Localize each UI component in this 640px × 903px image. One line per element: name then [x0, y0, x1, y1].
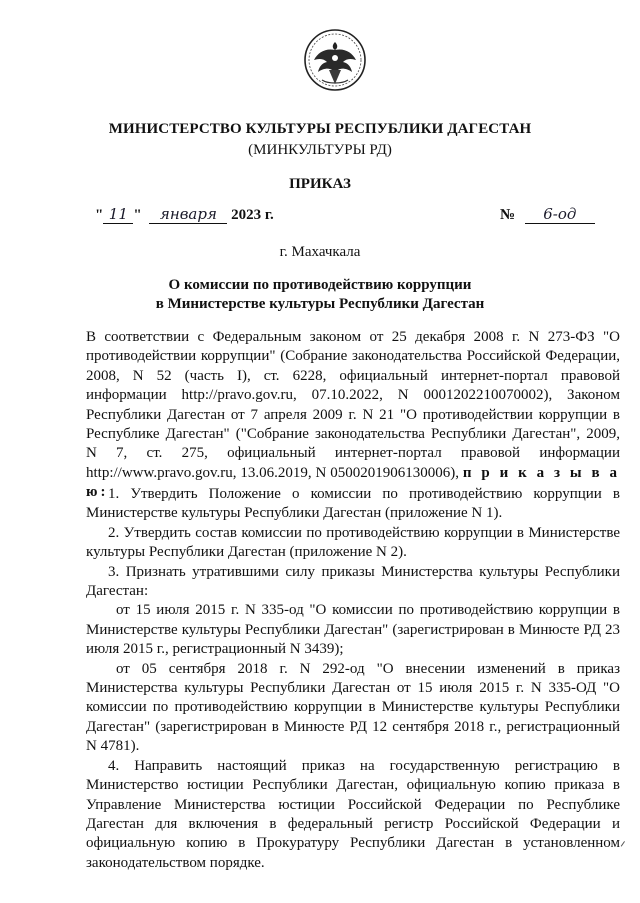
order-subitem: от 05 сентября 2018 г. N 292-од "О внесении изменений в приказ Министерства культуры Республики Дагестан от 15 июля 2015 г. N 335-ОД "О комиссии по противодействию коррупции в Министерстве культуры Республики Дагестан" (зарегистрирован в Минюсте РД 12 сентября 2018 г., регистрационный N 4781). — [86, 660, 620, 755]
order-items — [86, 485, 620, 873]
city: г. Махачкала — [279, 244, 361, 260]
number-value: 6-од — [525, 205, 595, 224]
number-label: № — [500, 207, 516, 223]
subject-line-2: в Министерстве культуры Республики Дагестан — [155, 296, 485, 312]
order-subitem: от 15 июля 2015 г. N 335-од "О комиссии по противодействию коррупции в Министерстве культуры Республики Дагестан" (зарегистрирован в Минюсте РД 23 июля 2015 г., регистрационный N 3439); — [86, 602, 620, 658]
order-item: 2. Утвердить состав комиссии по противодействию коррупции в Министерстве культуры Республики Дагестан (приложение N 2). — [86, 524, 620, 561]
order-date: " 11 " января 2023 г. — [95, 205, 274, 223]
ministry-name: МИНИСТЕРСТВО КУЛЬТУРЫ РЕСПУБЛИКИ ДАГЕСТАН — [108, 121, 532, 137]
pen-mark — [621, 841, 629, 849]
order-item: 1. Утвердить Положение о комиссии по противодействию коррупции в Министерстве культуры Республики Дагестан (приложение N 1). — [86, 486, 620, 522]
date-day: 11 — [103, 205, 133, 224]
preamble — [86, 328, 620, 503]
subject-line-1: О комиссии по противодействию коррупции — [168, 277, 472, 293]
coat-of-arms-eagle-icon — [302, 28, 368, 92]
ministry-short-name: (МИНКУЛЬТУРЫ РД) — [248, 142, 392, 158]
preamble-text: В соответствии с Федеральным законом от 25 декабря 2008 г. N 273-ФЗ "О противодействии коррупции" (Собрание законодательства Российской Федерации, 2008, N 52 (часть I), ст. 6228, официальный интернет-портал правовой информации http://pravo.gov.ru, 07.10.2022, N 0001202210070002), Законом Республики Дагестан от 7 апреля 2009 г. N 21 "О противодействии коррупции в Республике Дагестан" ("Собрание законодательства Республики Дагестан", 2009, N 7, ст. 275, официальный интернет-портал правовой информации http://www.pravo.gov.ru, 13.06.2019, N 0500201906130006), — [86, 329, 620, 481]
order-subject — [0, 276, 640, 314]
order-number — [500, 205, 595, 224]
date-year: 2023 г. — [231, 207, 274, 223]
order-item: 4. Направить настоящий приказ на государственную регистрацию в Министерство юстиции Республики Дагестан, официальную копию приказа в Управление Министерства юстиции Российской Федерации по Республике Дагестан для включения в федеральный регистр Российской Федерации и официальную копию в Прокуратуру Республики Дагестан в установленном законодательством порядке. — [86, 757, 620, 871]
date-month: января — [149, 205, 227, 224]
order-directive: п р и к а з ы в а ю: — [86, 464, 620, 501]
document-type-title: ПРИКАЗ — [289, 176, 351, 192]
order-item: 3. Признать утратившими силу приказы Министерства культуры Республики Дагестан: — [86, 563, 620, 600]
